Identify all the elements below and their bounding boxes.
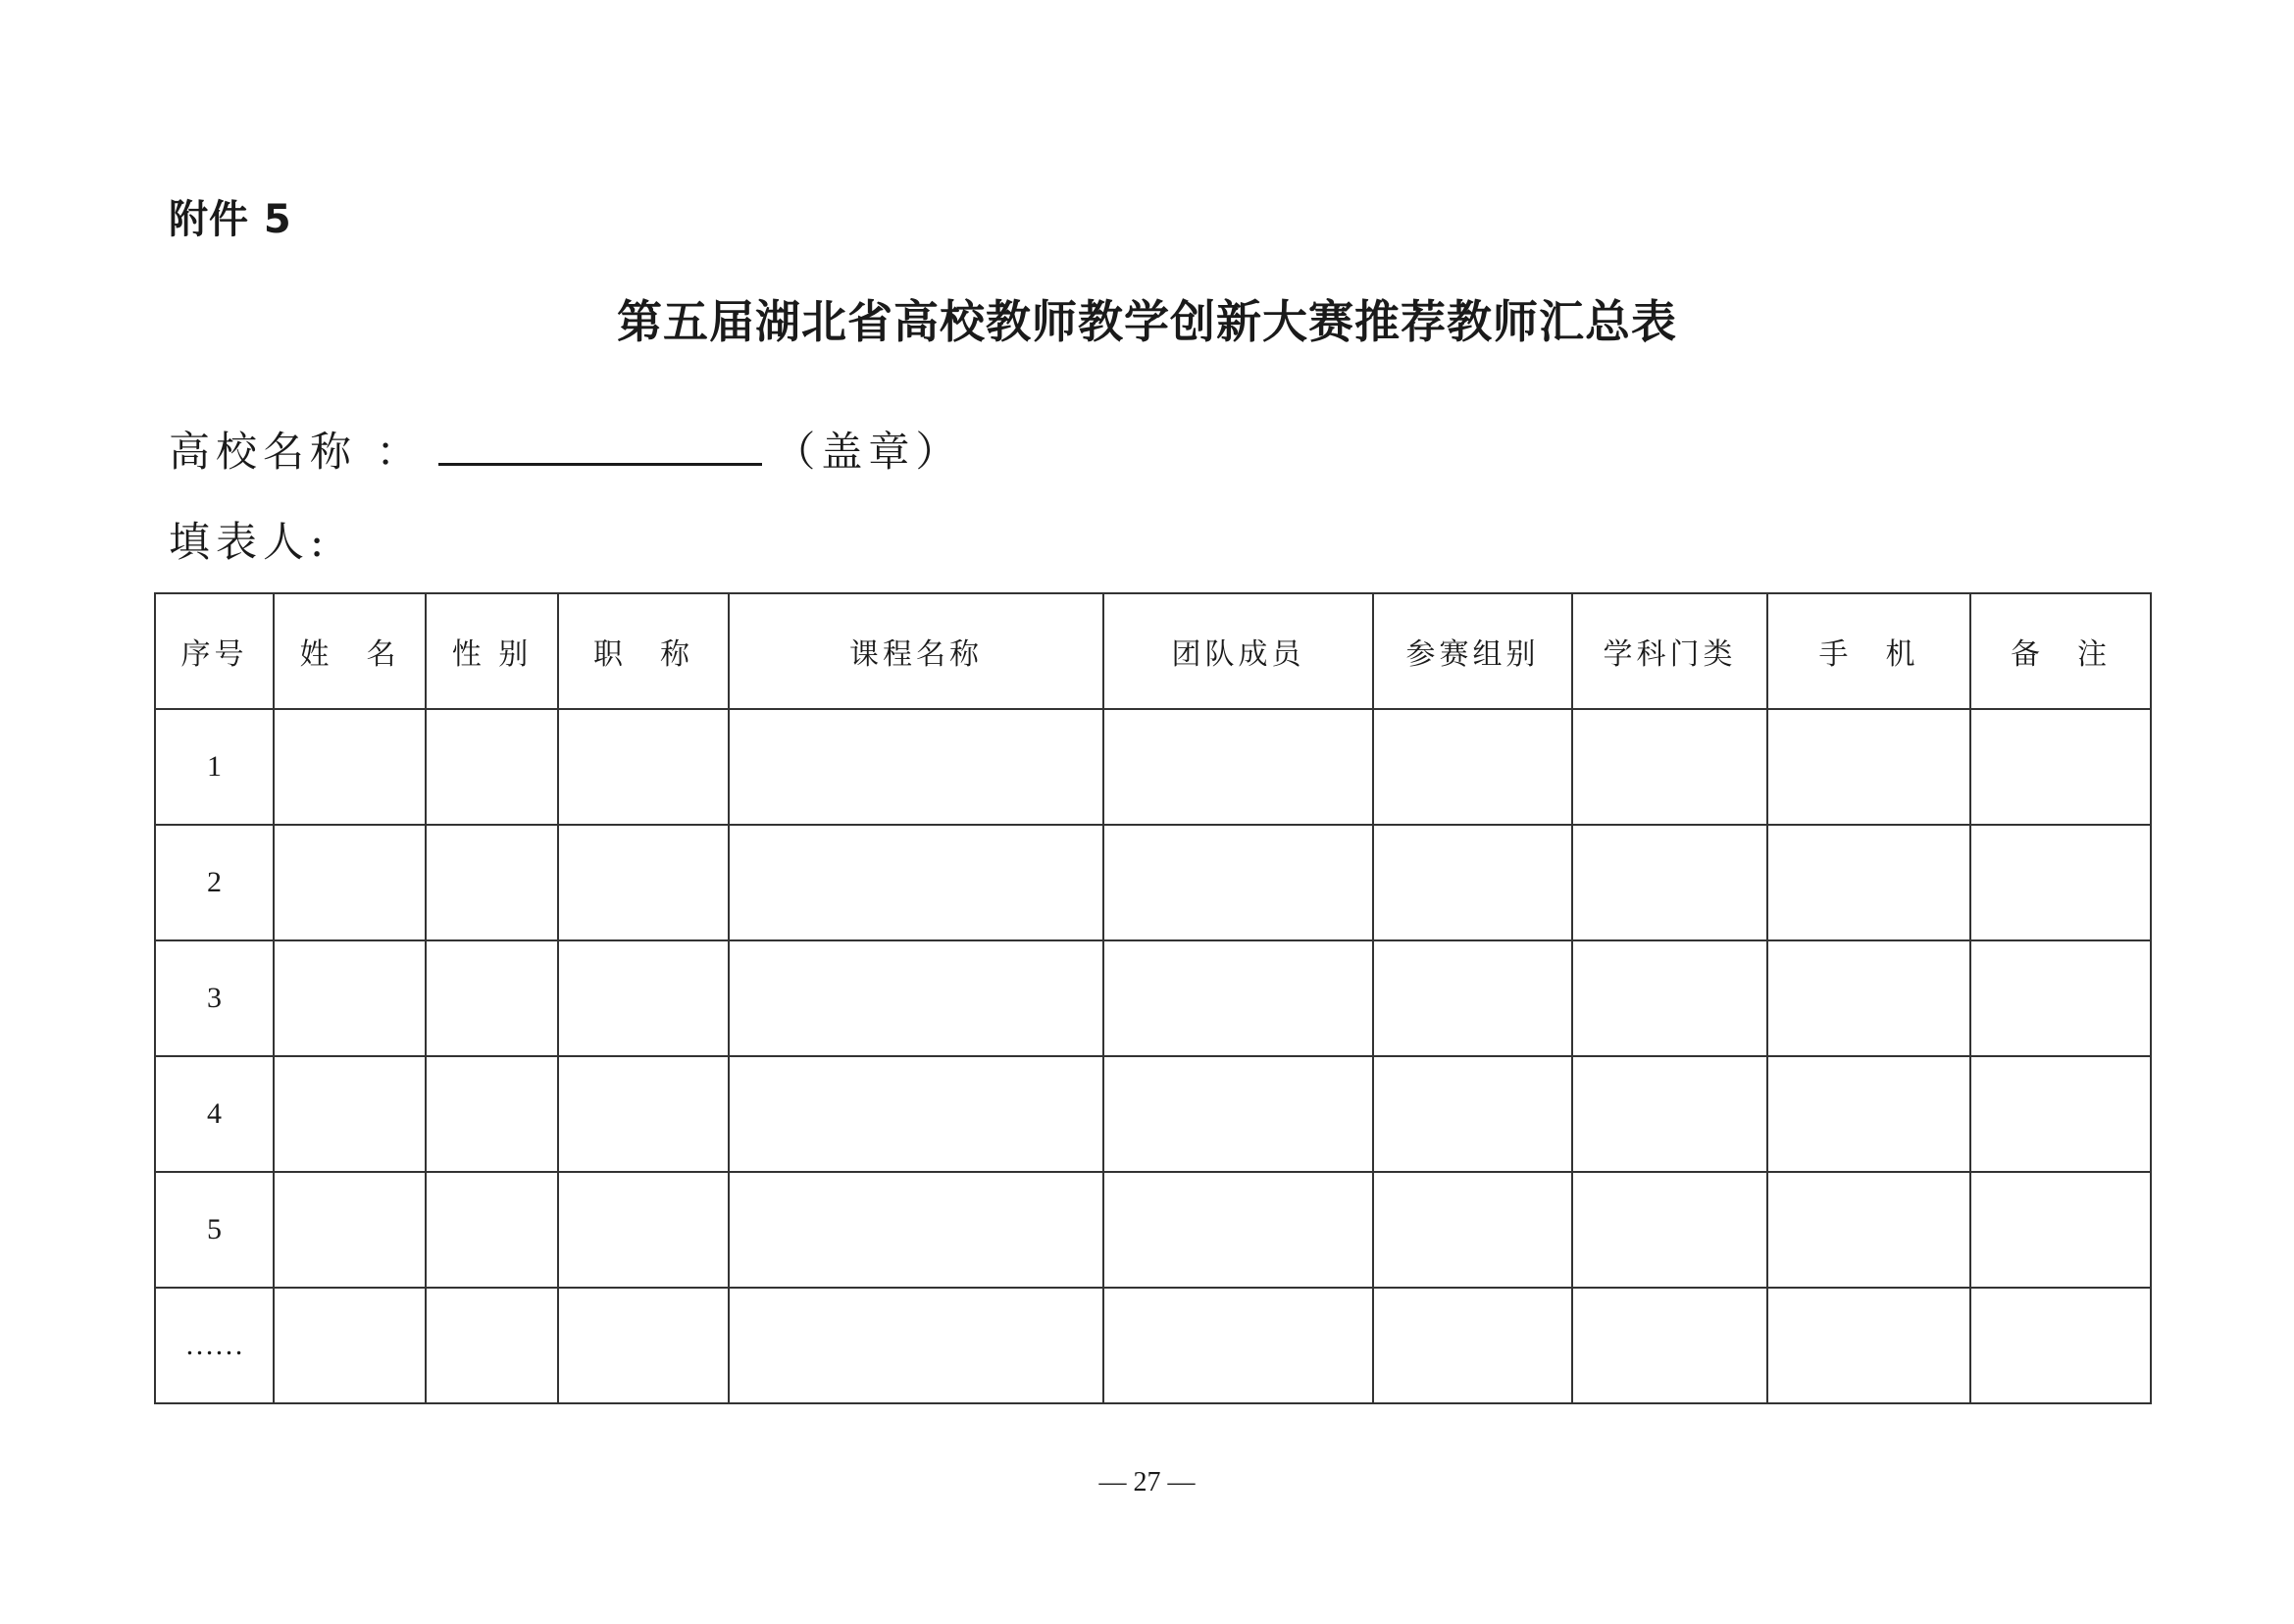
- header-name: 姓 名: [274, 593, 426, 709]
- cell-gender[interactable]: [426, 1056, 558, 1172]
- seal-note: （盖章）: [774, 428, 963, 476]
- cell-competition-group[interactable]: [1373, 1288, 1572, 1403]
- row-seq: 1: [155, 709, 274, 825]
- table-row: [155, 1172, 2151, 1288]
- cell-phone[interactable]: [1767, 825, 1970, 940]
- row-seq: 2: [155, 825, 274, 940]
- header-seq: 序号: [155, 593, 274, 709]
- cell-gender[interactable]: [426, 1288, 558, 1403]
- header-team-members: 团队成员: [1103, 593, 1373, 709]
- cell-course-name[interactable]: [729, 1056, 1103, 1172]
- cell-competition-group[interactable]: [1373, 709, 1572, 825]
- cell-phone[interactable]: [1767, 940, 1970, 1056]
- cell-title[interactable]: [558, 825, 729, 940]
- table-header-row: [155, 593, 2151, 709]
- cell-course-name[interactable]: [729, 940, 1103, 1056]
- cell-remarks[interactable]: [1970, 709, 2151, 825]
- cell-team-members[interactable]: [1103, 940, 1373, 1056]
- cell-name[interactable]: [274, 1288, 426, 1403]
- cell-title[interactable]: [558, 1056, 729, 1172]
- filler-field: [169, 510, 330, 569]
- cell-title[interactable]: [558, 940, 729, 1056]
- header-remarks: 备 注: [1970, 593, 2151, 709]
- cell-phone[interactable]: [1767, 1288, 1970, 1403]
- cell-name[interactable]: [274, 709, 426, 825]
- header-discipline: 学科门类: [1572, 593, 1767, 709]
- cell-phone[interactable]: [1767, 709, 1970, 825]
- cell-team-members[interactable]: [1103, 825, 1373, 940]
- cell-title[interactable]: [558, 709, 729, 825]
- table-row: [155, 1056, 2151, 1172]
- table-row: [155, 709, 2151, 825]
- header-competition-group: 参赛组别: [1373, 593, 1572, 709]
- school-name-blank[interactable]: [438, 424, 762, 466]
- cell-name[interactable]: [274, 825, 426, 940]
- filler-label: 填表人:: [169, 518, 331, 566]
- cell-competition-group[interactable]: [1373, 1172, 1572, 1288]
- cell-title[interactable]: [558, 1172, 729, 1288]
- header-gender: 性 别: [426, 593, 558, 709]
- row-seq: ……: [155, 1288, 274, 1403]
- cell-gender[interactable]: [426, 940, 558, 1056]
- cell-course-name[interactable]: [729, 1172, 1103, 1288]
- cell-remarks[interactable]: [1970, 825, 2151, 940]
- cell-competition-group[interactable]: [1373, 940, 1572, 1056]
- cell-competition-group[interactable]: [1373, 825, 1572, 940]
- table-row: [155, 1288, 2151, 1403]
- cell-remarks[interactable]: [1970, 1056, 2151, 1172]
- header-title: 职 称: [558, 593, 729, 709]
- cell-gender[interactable]: [426, 825, 558, 940]
- cell-discipline[interactable]: [1572, 1288, 1767, 1403]
- cell-team-members[interactable]: [1103, 1288, 1373, 1403]
- attachment-label: 附件 5: [169, 197, 292, 242]
- cell-team-members[interactable]: [1103, 709, 1373, 825]
- cell-gender[interactable]: [426, 1172, 558, 1288]
- school-name-label: 高校名称 ：: [169, 428, 424, 476]
- cell-team-members[interactable]: [1103, 1056, 1373, 1172]
- cell-gender[interactable]: [426, 709, 558, 825]
- row-seq: 4: [155, 1056, 274, 1172]
- cell-discipline[interactable]: [1572, 709, 1767, 825]
- cell-discipline[interactable]: [1572, 1172, 1767, 1288]
- cell-course-name[interactable]: [729, 709, 1103, 825]
- cell-team-members[interactable]: [1103, 1172, 1373, 1288]
- cell-remarks[interactable]: [1970, 1172, 2151, 1288]
- cell-discipline[interactable]: [1572, 1056, 1767, 1172]
- school-name-field: [169, 420, 962, 479]
- cell-remarks[interactable]: [1970, 1288, 2151, 1403]
- cell-name[interactable]: [274, 1172, 426, 1288]
- cell-discipline[interactable]: [1572, 940, 1767, 1056]
- cell-name[interactable]: [274, 940, 426, 1056]
- header-phone: 手 机: [1767, 593, 1970, 709]
- cell-course-name[interactable]: [729, 1288, 1103, 1403]
- cell-title[interactable]: [558, 1288, 729, 1403]
- cell-competition-group[interactable]: [1373, 1056, 1572, 1172]
- row-seq: 3: [155, 940, 274, 1056]
- cell-discipline[interactable]: [1572, 825, 1767, 940]
- cell-phone[interactable]: [1767, 1172, 1970, 1288]
- document-title: 第五届湖北省高校教师教学创新大赛推荐教师汇总表: [617, 295, 1677, 348]
- cell-phone[interactable]: [1767, 1056, 1970, 1172]
- row-seq: 5: [155, 1172, 274, 1288]
- cell-remarks[interactable]: [1970, 940, 2151, 1056]
- teacher-summary-table: [154, 592, 2152, 1404]
- cell-course-name[interactable]: [729, 825, 1103, 940]
- cell-name[interactable]: [274, 1056, 426, 1172]
- table-row: [155, 940, 2151, 1056]
- header-course-name: 课程名称: [729, 593, 1103, 709]
- table-row: [155, 825, 2151, 940]
- page-number: — 27 —: [1098, 1467, 1196, 1497]
